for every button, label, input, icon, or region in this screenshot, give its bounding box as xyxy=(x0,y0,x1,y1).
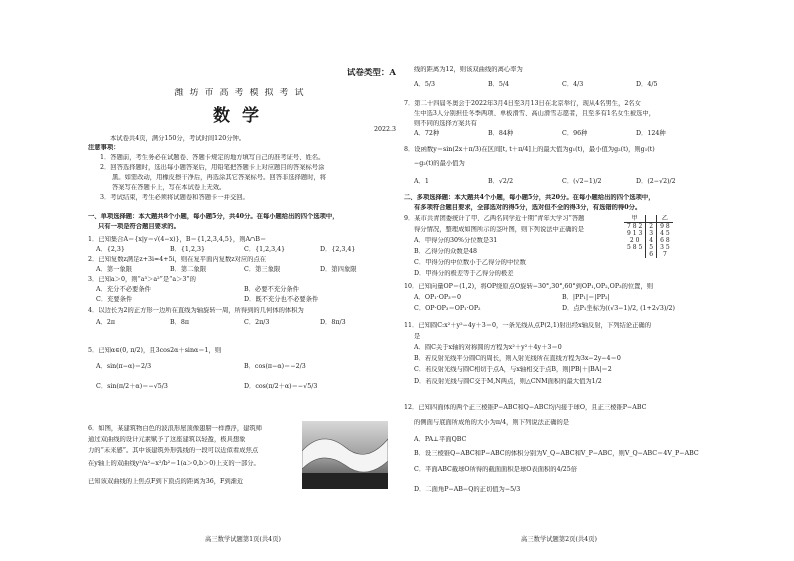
option-a: A．第一象限 xyxy=(96,266,133,273)
question-12-option: C．平面ABC截球O所得的截面面积是球O表面积的4/25倍 xyxy=(414,466,578,473)
question-6-continued: 线的距离为12，则该双曲线的离心率为 xyxy=(414,66,523,73)
question-6-stem: 通过双曲线的设计元素赋予了这座建筑以轻盈，极具想象 xyxy=(88,436,246,443)
section2-heading: 二、多项选择题：本大题共4个小题，每小题5分，共20分。在每小题给出的四个选项中， xyxy=(404,194,655,201)
question-5-options-row2 xyxy=(88,383,396,392)
exam-title: 潍坊市高考模拟考试 xyxy=(174,88,310,98)
option-b: B．5/4 xyxy=(488,81,510,88)
intro-line: 本试卷共4页，满分150分，考试时间120分钟。 xyxy=(110,135,246,142)
stem-leaf-cell xyxy=(646,215,657,223)
question-11-stem: 11．已知圆C:x²＋y²−4y＋3＝0，一条光线从点P(2,1)射出经x轴反射，下列结论正确的 xyxy=(404,322,651,329)
option-b: B．|PP₁|＝|PP₂| xyxy=(562,294,610,301)
notice-title: 注意事项： xyxy=(88,144,120,151)
question-9-stem: 得分情况，整理成如图所示的茎叶图，则下列说法中正确的是 xyxy=(414,226,585,233)
question-11-option: D．若反射光线与圆C交于M,N两点，则△CNM面积的最大值为1/2 xyxy=(414,378,602,385)
option-d: D．124种 xyxy=(636,130,666,137)
question-10-stem: 10．已知向量OP＝(1,2)，将OP绕原点O旋转−30°,30°,60°到OP₁,OP₂,OP₃的位置，则 xyxy=(404,283,654,290)
stem-leaf-cell: 4 5 xyxy=(660,230,670,237)
notice-line: 3．考试结束，考生必须将试题卷和答题卡一并交回。 xyxy=(100,194,249,201)
stem-leaf-cell xyxy=(624,251,646,258)
option-c: C．96种 xyxy=(562,130,588,137)
option-c: C．充要条件 xyxy=(96,296,133,303)
question-6-stem: 6．如图，某建筑物白色的波浪形屋顶像翅膀一样漂浮，建筑师 xyxy=(88,425,263,432)
stem-leaf-row xyxy=(624,230,673,237)
question-9-option: A．甲得分的30%分位数是31 xyxy=(414,237,498,244)
option-a: A．充分不必要条件 xyxy=(96,286,151,293)
question-12-option: A．PA⊥平面QBC xyxy=(414,436,467,443)
notice-line: 1．答题前，考生务必在试题卷、答题卡规定的地方填写自己的准考证号、姓名。 xyxy=(100,154,325,161)
option-b: B．{1,2,3} xyxy=(170,246,205,253)
question-4-stem: 4．以边长为2的正方形一边所在直线为轴旋转一周，所得到的几何体的体积为 xyxy=(88,307,304,314)
building-roof-photo xyxy=(302,421,388,489)
option-d: D．{2,3,4} xyxy=(320,246,356,253)
right-page xyxy=(404,0,710,561)
option-b: B．√2/2 xyxy=(488,178,514,185)
stem-leaf-cell: 乙 xyxy=(657,215,673,223)
option-c: C．4/3 xyxy=(562,81,584,88)
option-b: B．必要不充分条件 xyxy=(244,286,300,293)
question-5-options xyxy=(88,363,396,372)
stem-leaf-table xyxy=(624,215,673,258)
option-b: B．第二象限 xyxy=(170,266,207,273)
stem-leaf-cell: 6 xyxy=(646,251,657,258)
option-d: D．第四象限 xyxy=(320,266,357,273)
wave-roof-icon xyxy=(302,421,388,489)
option-a: A．OP₁·OP₃＝0 xyxy=(414,294,461,301)
option-a: A．2π xyxy=(96,319,115,326)
option-a: A．sin(π−α)＝2/3 xyxy=(96,363,152,370)
exam-date: 2022.3 xyxy=(373,126,396,133)
question-12-stem: 的侧面与底面所成角的大小为π/4，则下列说法正确的是 xyxy=(414,419,570,426)
question-12-stem: 12．已知四面体的两个正三棱锥P−ABC和Q−ABC均内接于球O，且正三棱锥P−ABC xyxy=(404,404,647,411)
question-11-stem: 是 xyxy=(414,333,421,340)
option-c: C．第三象限 xyxy=(244,266,281,273)
stem-leaf-header xyxy=(624,215,673,223)
question-9-option: D．甲得分的极差等于乙得分的极差 xyxy=(414,270,514,277)
option-a: A．5/3 xyxy=(414,81,435,88)
question-7-options xyxy=(404,130,710,139)
question-11-option: A．圆C关于x轴的对称圆的方程为x²＋y²＋4y＋3＝0 xyxy=(414,344,562,351)
page-footer: 高三数学试题第1页(共4页) xyxy=(205,536,281,543)
question-7-stem: 则不同的选择方案共有 xyxy=(414,120,477,127)
question-11-option: B．若反射光线平分圆C的周长，则入射光线所在直线方程为3x−2y−4＝0 xyxy=(414,355,621,362)
option-b: B．84种 xyxy=(488,130,514,137)
stem-leaf-row xyxy=(624,251,673,258)
question-9-option: C．甲得分的中位数小于乙得分的中位数 xyxy=(414,259,526,266)
stem-leaf-cell: 9 1 3 xyxy=(627,230,643,237)
question-7-stem: 生中选3人分别担任冬季两项、单板滑雪、高山滑雪志愿者，且至多有1名女生被选中， xyxy=(414,110,655,117)
stem-leaf-row xyxy=(624,244,673,251)
section1-heading: 只有一项是符合题目要求的。 xyxy=(98,223,180,230)
question-10-options-row2 xyxy=(404,305,710,314)
notice-line: 答案写在答题卡上，写在本试卷上无效。 xyxy=(112,184,226,191)
notice-line: 黑。如需改动，用橡皮擦干净后，再选涂其它答案标号。回答非选择题时，将 xyxy=(112,174,327,181)
question-2-stem: 2．已知复数z满足z+3i=4+5i，则在复平面内复数z对应的点在 xyxy=(88,256,267,263)
option-d: D．(2−√2)/2 xyxy=(636,178,676,185)
stem-leaf-cell: 2 0 xyxy=(629,237,640,244)
section1-heading: 一、单项选择题：本大题共8个小题，每小题5分，共40分。在每小题给出的四个选项中， xyxy=(88,213,339,220)
option-d: D．cos(π/2＋α)＝−√5/3 xyxy=(244,383,318,390)
stem-leaf-cell: 7 8 2 xyxy=(627,223,643,230)
question-3-options-row2 xyxy=(88,296,396,305)
notice-line: 2．回答选择题时，选出每小题答案后，用铅笔把答题卡上对应题目的答案标号涂 xyxy=(100,164,325,171)
option-c: C．(√2−1)/2 xyxy=(562,178,602,185)
option-c: C．{1,2,3,4} xyxy=(244,246,286,253)
section2-heading: 有多项符合题目要求，全部选对的得5分，选对但不全的得3分，有选错的得0分。 xyxy=(414,204,642,211)
stem-leaf-row xyxy=(624,223,673,231)
question-7-stem: 7．第二十四届冬奥会于2022年3月4日至3月13日在北京举行，现从4名男生，2名女 xyxy=(404,100,641,107)
stem-leaf-cell: 6 8 xyxy=(660,237,670,244)
question-3-options xyxy=(88,286,396,295)
stem-leaf-cell: 甲 xyxy=(624,215,646,223)
option-d: D．既不充分也不必要条件 xyxy=(244,296,319,303)
question-8-options xyxy=(404,178,710,187)
question-3-stem: 3．已知a＞0，则“a³＞a²”是“a＞3”的 xyxy=(88,276,196,283)
page-footer: 高三数学试题第2页(共4页) xyxy=(521,536,597,543)
question-6-stem: 已知该双曲线的上焦点F到下顶点的距离为36，F到渐近 xyxy=(88,478,244,485)
stem-leaf-cell: 7 xyxy=(662,251,667,258)
question-2-options xyxy=(88,266,396,275)
stem-leaf-cell: 5 8 5 xyxy=(627,244,643,251)
subject-title: 数学 xyxy=(213,106,271,126)
stem-leaf-cell: 3 5 xyxy=(660,244,670,251)
question-8-stem: 8．设函数y＝sin(2x＋π/3)在区间[t, t＋π/4]上的最大值为g₁(t)，最小值为g₂(t)，则g₁(t) xyxy=(404,146,655,153)
stem-leaf-row xyxy=(624,237,673,244)
question-12-option: D．二面角P−AB−Q的正切值为−5/3 xyxy=(414,486,521,493)
option-d: D．4/5 xyxy=(636,81,658,88)
question-1-stem: 1．已知集合A＝{x|y＝√(4−x)}，B＝{1,2,3,4,5}，则A∩B＝ xyxy=(88,236,267,243)
question-9-stem: 9．某市共青团委统计了甲、乙两名同学近十期“青年大学习”答题 xyxy=(404,215,585,222)
question-10-options xyxy=(404,294,710,303)
option-c: C．2π/3 xyxy=(244,319,270,326)
option-b: B．cos(π−α)＝−2/3 xyxy=(244,363,306,370)
option-b: B．8π xyxy=(170,319,190,326)
stem-leaf-cell: 3 xyxy=(646,230,657,237)
stem-leaf-cell: 2 xyxy=(646,223,657,231)
stem-leaf-cell: 4 xyxy=(646,237,657,244)
option-a: A．72种 xyxy=(414,130,440,137)
option-a: A．{2,3} xyxy=(96,246,125,253)
question-6-stem: 力的“未来感”。其中该建筑外形弧线的一段可以近似看成焦点 xyxy=(88,447,259,454)
option-d: D．点P₁坐标为((√3−1)/2, (1+2√3)/2) xyxy=(562,305,675,312)
question-1-options xyxy=(88,246,396,255)
option-d: D．8π/3 xyxy=(320,319,346,326)
option-c: C．sin(π/2＋α)＝−√5/3 xyxy=(96,383,168,390)
left-page xyxy=(88,0,396,561)
question-5-stem: 5．已知α∈(0, π/2)，且3cos2α＋sinα＝1，则 xyxy=(88,347,222,354)
question-11-option: C．若反射光线与圆C相切于点A，与x轴相交于点B，则|PB|＋|BA|＝2 xyxy=(414,366,612,373)
question-6-options xyxy=(404,81,710,90)
option-a: A．1 xyxy=(414,178,429,185)
question-12-option: B．设三棱锥Q−ABC和P−ABC的体积分别为V_Q−ABC和V_P−ABC，则V_Q−ABC＝4V_P−ABC xyxy=(414,450,699,457)
question-8-stem: −g₂(t)的最小值为 xyxy=(414,160,465,167)
stem-leaf-cell: 5 xyxy=(646,244,657,251)
stem-leaf-cell: 9 8 xyxy=(660,223,670,230)
option-c: C．OP·OP₃＝OP₁·OP₂ xyxy=(414,305,481,312)
question-4-options xyxy=(88,319,396,328)
question-6-stem: 在y轴上的双曲线y²/a²−x²/b²＝1(a＞0,b＞0)上支的一部分。 xyxy=(88,460,260,467)
question-9-option: B．乙得分的众数是48 xyxy=(414,248,478,255)
paper-type-label: 试卷类型：A xyxy=(346,68,396,78)
